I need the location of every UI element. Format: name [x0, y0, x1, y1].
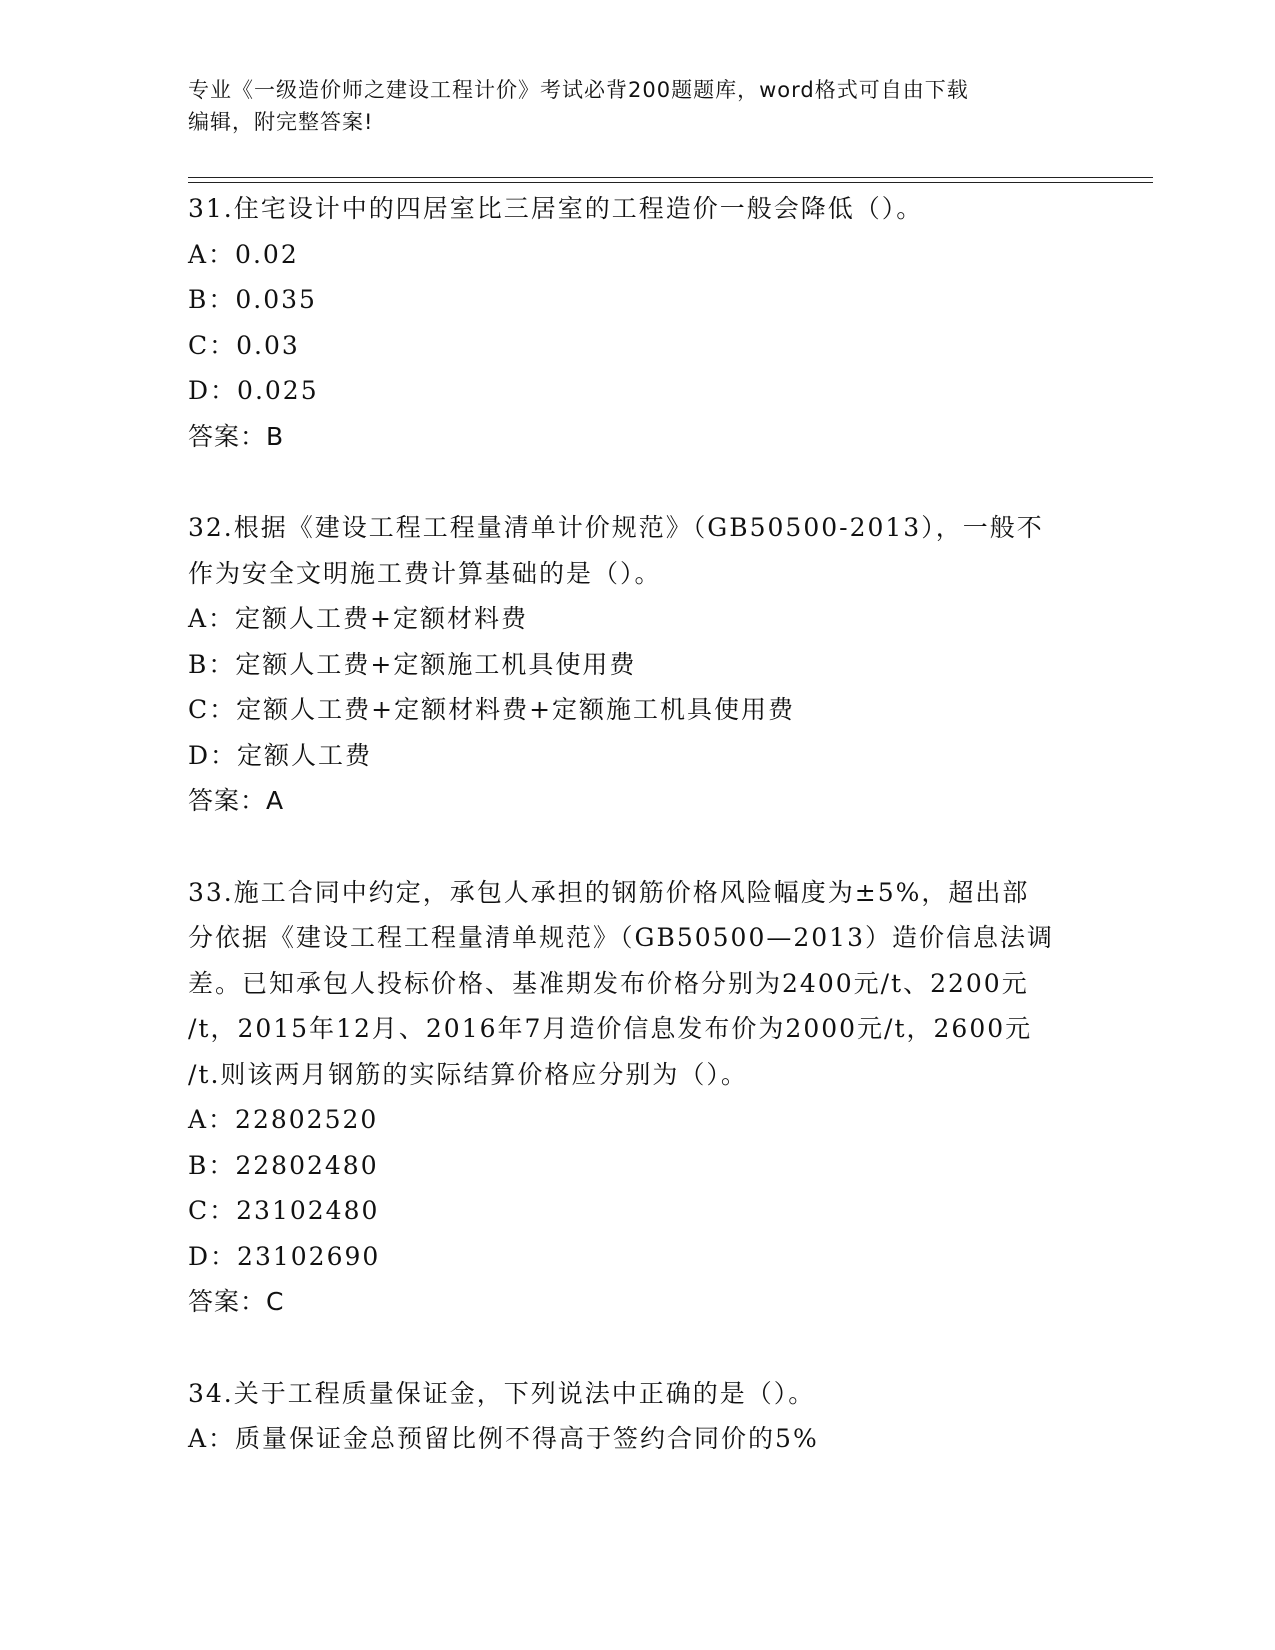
question-stem: 32.根据《建设工程工程量清单计价规范》（GB50500-2013），一般不	[188, 513, 1044, 542]
option-a: A：22802520	[188, 1105, 379, 1134]
header-line-1: 专业《一级造价师之建设工程计价》考试必背200题题库，word格式可自由下载	[188, 78, 969, 102]
document-header	[188, 74, 1068, 138]
header-divider-top	[188, 177, 1153, 178]
question-32	[188, 505, 1088, 824]
option-d: D：23102690	[188, 1241, 381, 1271]
header-line-2: 编辑，附完整答案!	[188, 110, 374, 134]
option-c: C：23102480	[188, 1196, 380, 1225]
option-c: C：0.03	[188, 330, 300, 360]
answer-line: 答案：C	[188, 1287, 285, 1316]
answer-line: 答案：B	[188, 421, 285, 451]
question-stem: 分依据《建设工程工程量清单规范》（GB50500—2013）造价信息法调	[188, 923, 1054, 952]
question-stem: /t，2015年12月、2016年7月造价信息发布价为2000元/t，2600元	[188, 1014, 1033, 1043]
option-a: A：0.02	[188, 239, 299, 269]
option-b: B：22802480	[188, 1150, 379, 1180]
option-b: B：0.035	[188, 285, 317, 314]
question-34	[188, 1371, 1088, 1462]
question-stem: 差。已知承包人投标价格、基准期发布价格分别为2400元/t、2200元	[188, 968, 1029, 998]
option-c: C：定额人工费+定额材料费+定额施工机具使用费	[188, 695, 796, 724]
question-33	[188, 870, 1088, 1325]
option-d: D：定额人工费	[188, 740, 373, 770]
question-31	[188, 186, 1088, 459]
question-stem: 33.施工合同中约定，承包人承担的钢筋价格风险幅度为±5%，超出部	[188, 877, 1030, 907]
option-b: B：定额人工费+定额施工机具使用费	[188, 649, 637, 679]
question-stem: 作为安全文明施工费计算基础的是（）。	[188, 558, 662, 588]
option-a: A：质量保证金总预留比例不得高于签约合同价的5%	[188, 1424, 819, 1453]
header-divider-bottom	[188, 182, 1153, 183]
question-stem: 31.住宅设计中的四居室比三居室的工程造价一般会降低（）。	[188, 194, 924, 223]
question-stem: /t.则该两月钢筋的实际结算价格应分别为（）。	[188, 1059, 748, 1089]
question-list	[188, 186, 1088, 1508]
option-a: A：定额人工费+定额材料费	[188, 604, 529, 633]
answer-line: 答案：A	[188, 786, 285, 815]
option-d: D：0.025	[188, 376, 319, 405]
question-stem: 34.关于工程质量保证金，下列说法中正确的是（）。	[188, 1378, 816, 1408]
